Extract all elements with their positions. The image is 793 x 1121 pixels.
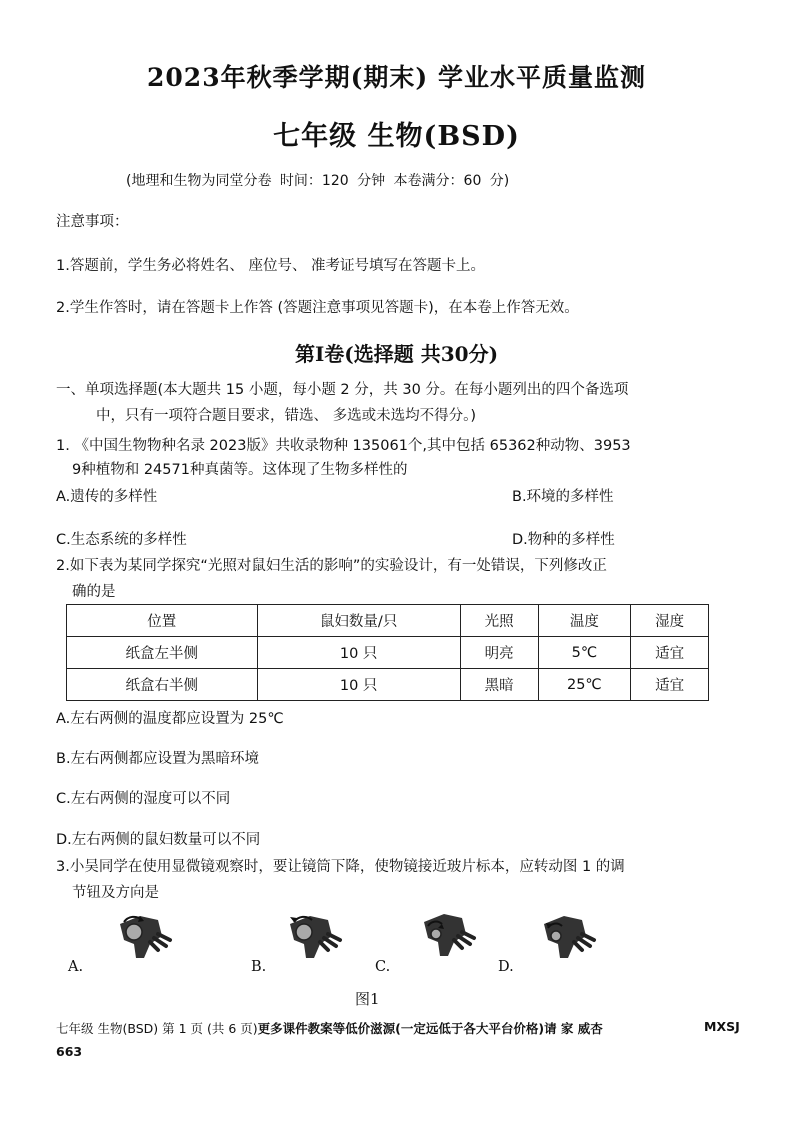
notes-heading: 注意事项：: [56, 214, 129, 230]
table-cell: 明亮: [460, 637, 538, 669]
note-item: 2.学生作答时，请在答题卡上作答 (答题注意事项见答题卡)，在本卷上作答无效。: [56, 300, 579, 316]
q3-stem: 3.小吴同学在使用显微镜观察时，要让镜筒下降，使物镜接近玻片标本，应转动图 1 的调: [56, 859, 625, 875]
q3-option-c-label: C.: [375, 959, 391, 975]
table-cell: 25℃: [538, 669, 631, 701]
section-instructions: 一、单项选择题(本大题共 15 小题，每小题 2 分，共 30 分。在每小题列出的四个备选项: [56, 382, 629, 398]
table-header-cell: 鼠妇数量/只: [257, 605, 460, 637]
microscope-knob-d-image: [538, 910, 598, 962]
table-cell: 纸盒右半侧: [67, 669, 258, 701]
microscope-knob-c-image: [418, 908, 478, 960]
table-row: [67, 637, 709, 669]
q1-option-c: C.生态系统的多样性: [56, 532, 187, 548]
q1-option-a: A.遗传的多样性: [56, 489, 158, 505]
table-cell: 适宜: [631, 637, 709, 669]
table-header-cell: 湿度: [631, 605, 709, 637]
table-cell: 适宜: [631, 669, 709, 701]
table-header-row: [67, 605, 709, 637]
q2-option-b: B.左右两侧都应设置为黑暗环境: [56, 751, 260, 767]
exam-meta: (地理和生物为同堂分卷 时间：120 分钟 本卷满分：60 分): [126, 173, 510, 189]
q3-option-d-label: D.: [498, 959, 514, 975]
table-cell: 10 只: [257, 637, 460, 669]
q2-stem: 2.如下表为某同学探究“光照对鼠妇生活的影响”的实验设计，有一处错误，下列修改正: [56, 558, 607, 574]
q3-option-a-label: A.: [68, 959, 84, 975]
footer-code-cont: 663: [56, 1044, 83, 1059]
q1-stem-cont: 9种植物和 24571种真菌等。这体现了生物多样性的: [72, 462, 408, 478]
table-header-cell: 温度: [538, 605, 631, 637]
microscope-knob-a-image: [114, 910, 174, 962]
section-instructions-cont: 中，只有一项符合题目要求，错选、 多选或未选均不得分。): [96, 408, 477, 424]
table-header-cell: 位置: [67, 605, 258, 637]
table-header-cell: 光照: [460, 605, 538, 637]
footer-code: MXSJ: [704, 1019, 740, 1034]
q2-option-c: C.左右两侧的湿度可以不同: [56, 791, 231, 807]
experiment-table: [66, 604, 709, 701]
q2-stem-cont: 确的是: [72, 584, 116, 600]
q1-stem: 1. 《中国生物物种名录 2023版》共收录物种 135061个,其中包括 65362种动物、3953: [56, 438, 631, 454]
exam-title: 2023年秋季学期(期末) 学业水平质量监测: [147, 63, 646, 92]
table-cell: 黑暗: [460, 669, 538, 701]
footer-promo: 更多课件教案等低价滋源(一定远低于各大平台价格)请 家 威杏: [257, 1021, 603, 1036]
microscope-knob-b-image: [284, 910, 344, 962]
exam-subtitle: 七年级 生物(BSD): [273, 121, 520, 152]
table-row: [67, 669, 709, 701]
table-cell: 5℃: [538, 637, 631, 669]
q1-option-b: B.环境的多样性: [512, 489, 614, 505]
q2-option-a: A.左右两侧的温度都应设置为 25℃: [56, 711, 284, 727]
q1-option-d: D.物种的多样性: [512, 532, 615, 548]
table-cell: 10 只: [257, 669, 460, 701]
section-title: 第Ⅰ卷(选择题 共30分): [294, 342, 499, 366]
page-footer: [56, 1019, 603, 1037]
q3-stem-cont: 节钮及方向是: [72, 885, 159, 901]
footer-page-info: 七年级 生物(BSD) 第 1 页 (共 6 页): [56, 1021, 258, 1036]
q2-option-d: D.左右两侧的鼠妇数量可以不同: [56, 832, 261, 848]
note-item: 1.答题前，学生务必将姓名、 座位号、 准考证号填写在答题卡上。: [56, 258, 486, 274]
figure-caption: 图1: [355, 990, 380, 1008]
q3-option-b-label: B.: [251, 959, 267, 975]
table-cell: 纸盒左半侧: [67, 637, 258, 669]
